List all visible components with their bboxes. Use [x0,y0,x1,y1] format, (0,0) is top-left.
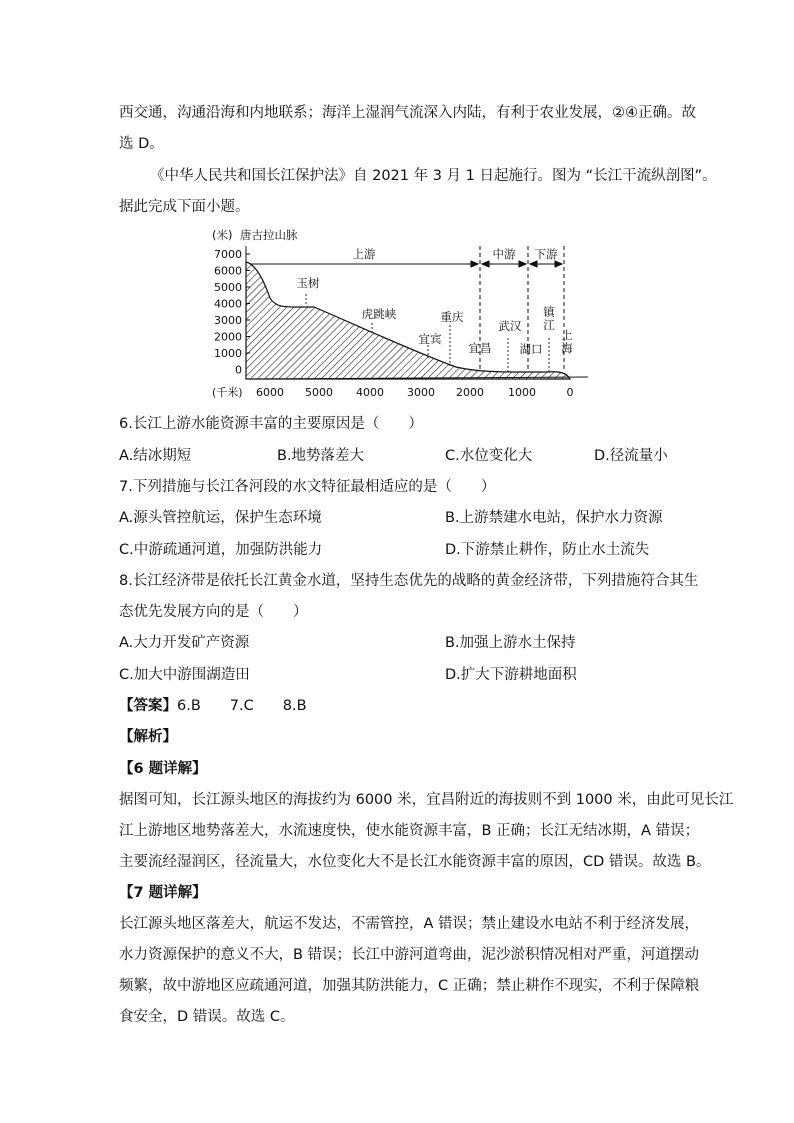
place-label-zhenjiang-char: 镇 [543,305,555,319]
section-arrows [250,261,562,267]
y-tick-label: 0 [235,363,242,377]
x-tick-label: 5000 [305,386,333,399]
detail-6-line: 江上游地区地势落差大，水流速度快，使水能资源丰富，B 正确；长江无结冰期，A 错误； [119,823,700,839]
x-tick-label: 4000 [356,386,384,399]
place-label-shanghai [561,328,573,355]
place-label-yushu: 玉树 [296,276,320,290]
y-tick-label: 3000 [214,314,242,327]
place-label-zhenjiang [543,305,556,332]
yangtze-profile-figure [212,226,592,402]
intro-text-line: 选 D。 [119,136,164,152]
detail-7-line: 频繁，故中游地区应疏通河道，加强其防洪能力，C 正确；禁止耕作不现实，不利于保障粮 [119,978,700,994]
place-label-shanghai-char: 上 [561,328,573,342]
y-tick-label: 7000 [214,248,242,261]
place-label-hukou: 湖口 [519,342,543,356]
option-6a: A.结冰期短 [119,448,192,464]
question-6-stem: 6.长江上游水能资源丰富的主要原因是（ ） [119,416,423,432]
answer-label: 【答案】 [119,698,177,714]
intro-text-line: 据此完成下面小题。 [119,199,250,215]
option-8c: C.加大中游围湖造田 [119,667,250,683]
answer-values: 6.B 7.C 8.B [177,698,307,714]
place-label-chongqing: 重庆 [440,310,464,324]
place-label-yichang: 宜昌 [468,341,492,355]
option-7d: D.下游禁止耕作，防止水土流失 [445,542,650,558]
question-7-stem: 7.下列措施与长江各河段的水文特征最相适应的是（ ） [119,479,496,495]
option-7a: A.源头管控航运，保护生态环境 [119,510,322,526]
x-tick-label: 1000 [508,386,536,399]
y-tick-label: 4000 [214,297,242,311]
option-8a: A.大力开发矿产资源 [119,635,250,651]
question-8-stem: 8.长江经济带是依托长江黄金水道，坚持生态优先的战略的黄金经济带，下列措施符合其生 [119,573,699,589]
intro-text-line: 《中华人民共和国长江保护法》自 2021 年 3 月 1 日起施行。图为 “长江干流纵剖图”。 [150,168,717,184]
detail-6-line: 主要流经湿润区，径流量大，水位变化大不是长江水能资源丰富的原因，CD 错误。故选 B。 [119,854,711,870]
y-unit-label: (米) [212,228,233,242]
option-6d: D.径流量小 [594,448,668,464]
option-6c: C.水位变化大 [445,448,533,464]
analysis-label: 【解析】 [119,729,177,745]
section-label-lower: 下游 [534,247,558,261]
y-tick-label: 6000 [214,264,242,278]
x-tick-label: 3000 [407,386,435,399]
detail-7-label: 【7 题详解】 [119,885,207,901]
option-8b: B.加强上游水土保持 [445,635,576,651]
source-label: 唐古拉山脉 [240,228,298,242]
question-8-stem: 态优先发展方向的是（ ） [119,604,308,620]
place-label-zhenjiang-char: 江 [543,318,555,332]
section-label-upper: 上游 [352,247,376,261]
detail-7-line: 长江源头地区落差大，航运不发达，不需管控，A 错误；禁止建设水电站不利于经济发展， [119,916,700,932]
answer-line [119,696,307,716]
option-8d: D.扩大下游耕地面积 [445,667,577,683]
detail-7-line: 食安全，D 错误。故选 C。 [119,1009,295,1025]
y-tick-label: 1000 [214,347,242,360]
place-label-yibin: 宜宾 [418,332,442,346]
x-tick-label: 2000 [456,386,484,399]
option-6b: B.地势落差大 [277,448,365,464]
option-7c: C.中游疏通河道，加强防洪能力 [119,542,323,558]
y-tick-label: 5000 [214,281,242,294]
option-7b: B.上游禁建水电站，保护水力资源 [445,510,663,526]
place-label-wuhan: 武汉 [498,319,522,333]
place-label-hutiaoxia: 虎跳峡 [361,307,397,321]
detail-6-label: 【6 题详解】 [119,761,207,777]
intro-text-line: 西交通，沟通沿海和内地联系；海洋上湿润气流深入内陆，有利于农业发展，②④正确。故 [119,105,696,121]
x-tick-label: 6000 [256,386,284,399]
x-tick-label: 0 [566,386,574,399]
detail-7-line: 水力资源保护的意义不大，B 错误；长江中游河道弯曲，泥沙淤积情况相对严重，河道摆动 [119,947,700,963]
x-unit-label: (千米) [212,386,243,399]
section-label-middle: 中游 [492,247,516,261]
y-tick-label: 2000 [214,330,242,344]
place-label-shanghai-char: 海 [561,341,573,355]
detail-6-line: 据图可知，长江源头地区的海拔约为 6000 米，宜昌附近的海拔则不到 1000 米，由此可见长江 [119,792,734,808]
